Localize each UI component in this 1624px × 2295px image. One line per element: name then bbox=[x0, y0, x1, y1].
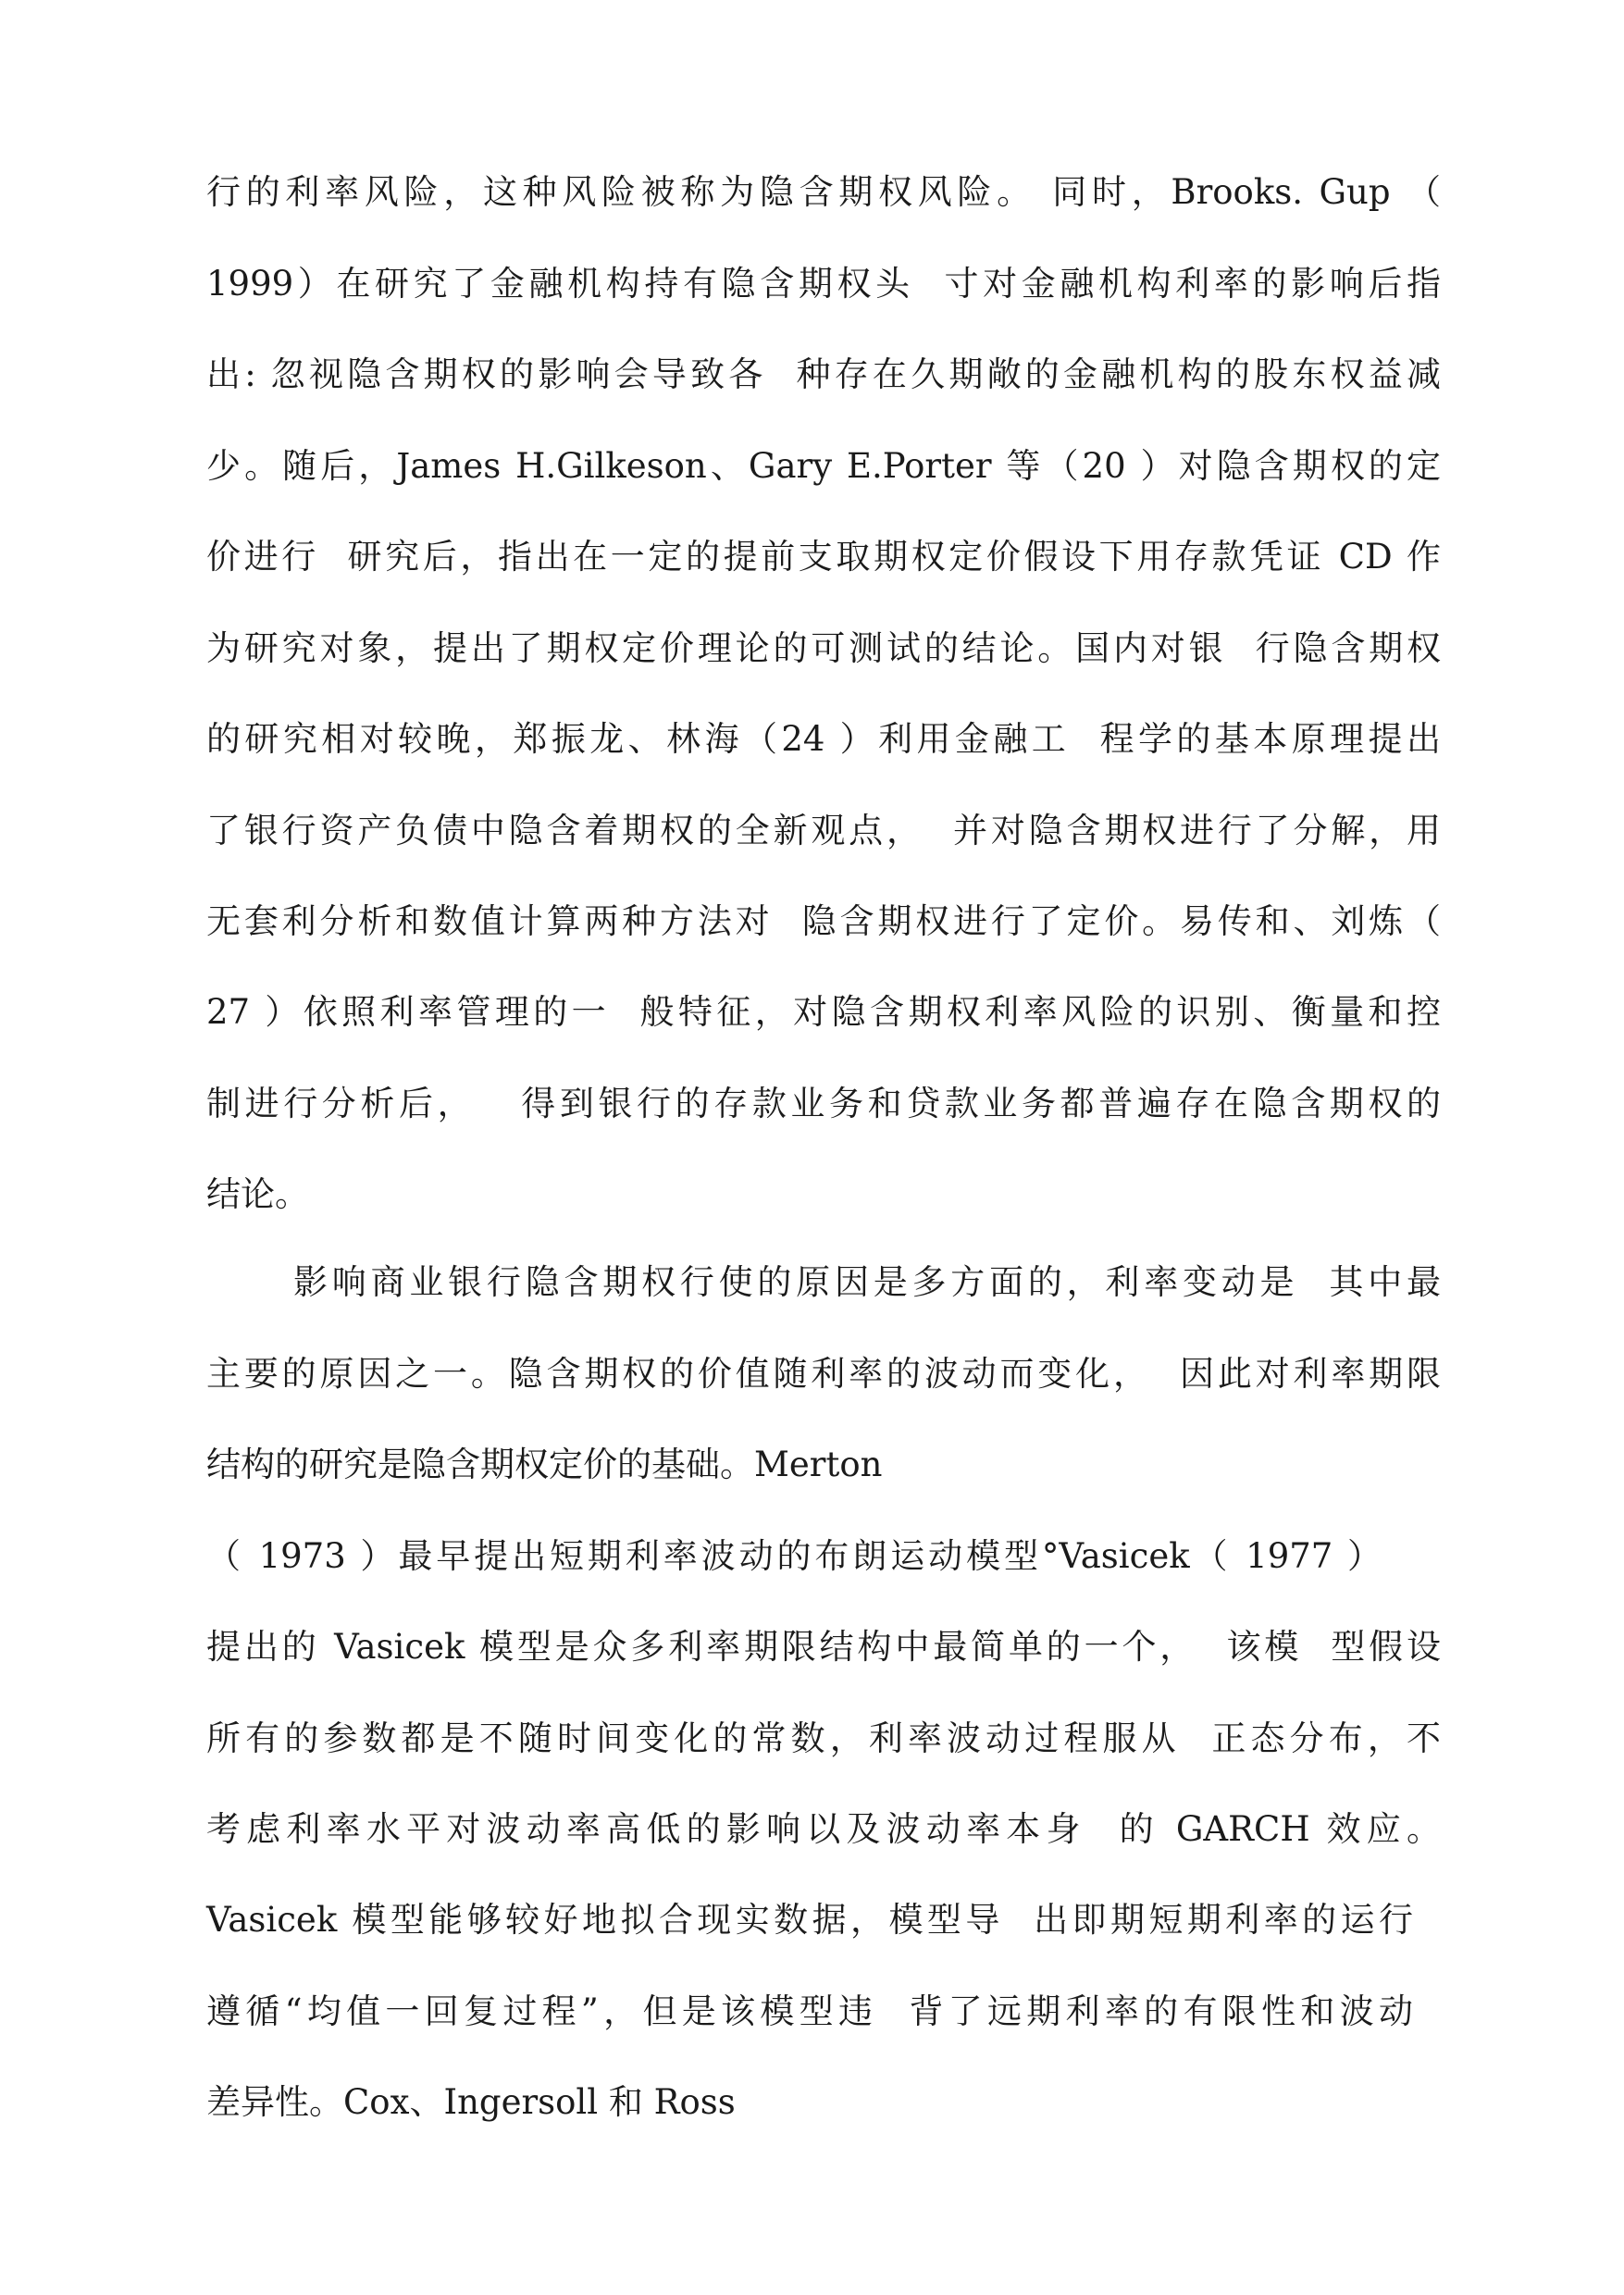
text-line: 出: 忽视隐含期权的影响会导致各 种存在久期敞的金融机构的股东权益减 bbox=[206, 354, 1441, 394]
text-line: 的研究相对较晚，郑振龙、林海（24 ）利用金融工 程学的基本原理提出 bbox=[206, 719, 1441, 759]
paragraph-first-line: 影响商业银行隐含期权行使的原因是多方面的，利率变动是 其中最 bbox=[293, 1262, 1441, 1302]
text-line: 结构的研究是隐含期权定价的基础。Merton bbox=[206, 1445, 883, 1484]
text-line: 差异性。Cox、Ingersoll 和 Ross bbox=[206, 2082, 736, 2122]
text-line: 无套利分析和数值计算两种方法对 隐含期权进行了定价。易传和、刘炼（ bbox=[206, 901, 1441, 941]
text-line: 提出的 Vasicek 模型是众多利率期限结构中最简单的一个， 该模 型假设 bbox=[206, 1627, 1441, 1667]
text-line: 了银行资产负债中隐含着期权的全新观点， 并对隐含期权进行了分解，用 bbox=[206, 811, 1441, 850]
text-line: 1999）在研究了金融机构持有隐含期权头 寸对金融机构利率的影响后指 bbox=[206, 264, 1441, 304]
text-line: （ 1973 ）最早提出短期利率波动的布朗运动模型°Vasicek（ 1977 ） bbox=[206, 1536, 1382, 1576]
text-line: 行的利率风险，这种风险被称为隐含期权风险。 同时，Brooks. Gup （ bbox=[206, 172, 1441, 212]
text-line: 为研究对象，提出了期权定价理论的可测试的结论。国内对银 行隐含期权 bbox=[206, 628, 1441, 668]
text-line: 考虑利率水平对波动率高低的影响以及波动率本身 的 GARCH 效应。 bbox=[206, 1809, 1441, 1849]
text-line: 少。随后，James H.Gilkeson、Gary E.Porter 等（20 ）对隐含期权的定 bbox=[206, 446, 1441, 486]
text-line: 结论。 bbox=[206, 1174, 309, 1214]
text-line: 遵循“均值一回复过程”，但是该模型违 背了远期利率的有限性和波动 bbox=[206, 1991, 1413, 2031]
text-line: 所有的参数都是不随时间变化的常数，利率波动过程服从 正态分布，不 bbox=[206, 1718, 1441, 1758]
text-line: 27 ）依照利率管理的一 般特征，对隐含期权利率风险的识别、衡量和控 bbox=[206, 992, 1441, 1032]
text-line: 制进行分析后， 得到银行的存款业务和贷款业务都普遍存在隐含期权的 bbox=[206, 1084, 1441, 1123]
text-line: Vasicek 模型能够较好地拟合现实数据，模型导 出即期短期利率的运行 bbox=[206, 1900, 1413, 1940]
text-line: 价进行 研究后，指出在一定的提前支取期权定价假设下用存款凭证 CD 作 bbox=[206, 537, 1441, 577]
text-line: 主要的原因之一。隐含期权的价值随利率的波动而变化， 因此对利率期限 bbox=[206, 1354, 1441, 1394]
